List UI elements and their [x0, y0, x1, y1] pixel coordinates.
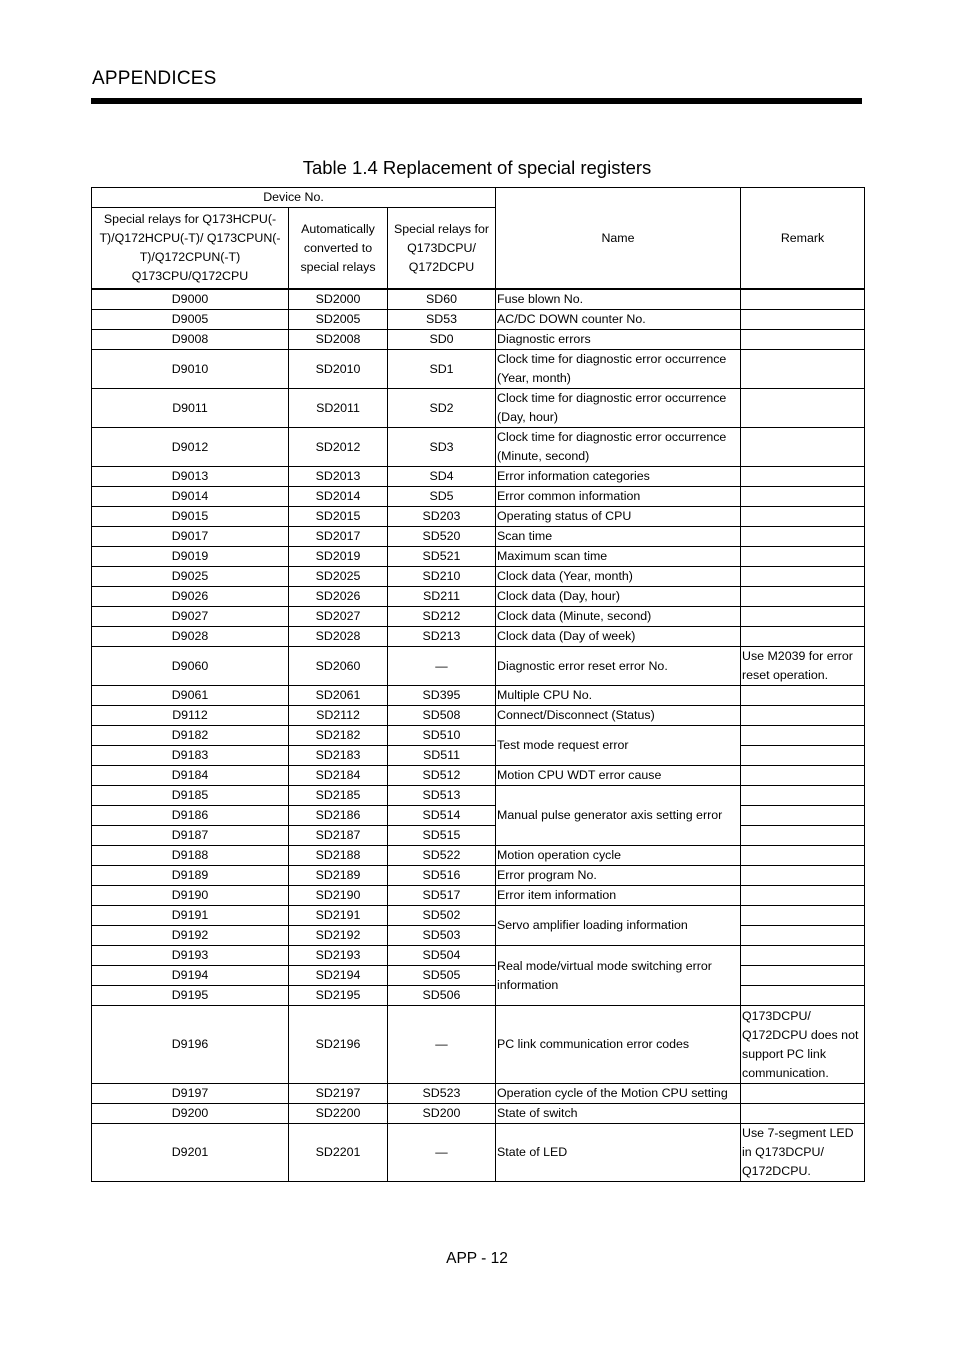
cell-old: D9011 — [92, 389, 289, 428]
cell-new: SD517 — [388, 886, 496, 906]
table-row — [92, 786, 865, 806]
cell-old: D9187 — [92, 826, 289, 846]
cell-remark — [741, 428, 865, 467]
cell-name: Connect/Disconnect (Status) — [496, 706, 741, 726]
cell-name: Maximum scan time — [496, 547, 741, 567]
cell-old: D9008 — [92, 330, 289, 350]
cell-old: D9191 — [92, 906, 289, 926]
cell-remark — [741, 350, 865, 389]
cell-conv: SD2182 — [289, 726, 388, 746]
cell-new: SD211 — [388, 587, 496, 607]
header-remark: Remark — [741, 188, 865, 290]
cell-new: SD515 — [388, 826, 496, 846]
cell-old: D9017 — [92, 527, 289, 547]
cell-conv: SD2191 — [289, 906, 388, 926]
cell-new: SD506 — [388, 986, 496, 1006]
cell-new: SD5 — [388, 487, 496, 507]
cell-name: Error information categories — [496, 467, 741, 487]
cell-name: Test mode request error — [496, 726, 741, 766]
table-row — [92, 886, 865, 906]
cell-conv: SD2187 — [289, 826, 388, 846]
cell-new: SD3 — [388, 428, 496, 467]
table-row — [92, 587, 865, 607]
table-row — [92, 706, 865, 726]
cell-name: Error item information — [496, 886, 741, 906]
cell-conv: SD2061 — [289, 686, 388, 706]
cell-remark — [741, 786, 865, 806]
cell-old: D9185 — [92, 786, 289, 806]
cell-remark — [741, 966, 865, 986]
cell-remark — [741, 686, 865, 706]
cell-old: D9019 — [92, 547, 289, 567]
cell-old: D9183 — [92, 746, 289, 766]
table-row — [92, 607, 865, 627]
table-row — [92, 1104, 865, 1124]
cell-name: Motion CPU WDT error cause — [496, 766, 741, 786]
cell-old: D9195 — [92, 986, 289, 1006]
cell-conv: SD2025 — [289, 567, 388, 587]
cell-conv: SD2184 — [289, 766, 388, 786]
cell-remark — [741, 766, 865, 786]
cell-name: Motion operation cycle — [496, 846, 741, 866]
section-title: APPENDICES — [92, 68, 217, 89]
table-row — [92, 746, 865, 766]
table-row — [92, 627, 865, 647]
table-row — [92, 1006, 865, 1084]
cell-name: AC/DC DOWN counter No. — [496, 310, 741, 330]
table-row — [92, 826, 865, 846]
cell-name: Manual pulse generator axis setting error — [496, 786, 741, 846]
cell-new: SD4 — [388, 467, 496, 487]
cell-name: Multiple CPU No. — [496, 686, 741, 706]
cell-old: D9028 — [92, 627, 289, 647]
cell-new: SD511 — [388, 746, 496, 766]
cell-remark — [741, 946, 865, 966]
cell-old: D9182 — [92, 726, 289, 746]
table-row — [92, 726, 865, 746]
cell-remark — [741, 1104, 865, 1124]
table-row — [92, 806, 865, 826]
table-header-row — [92, 188, 865, 208]
cell-conv: SD2201 — [289, 1124, 388, 1182]
cell-new: SD521 — [388, 547, 496, 567]
cell-remark — [741, 389, 865, 428]
table-row — [92, 547, 865, 567]
cell-remark — [741, 310, 865, 330]
cell-new: SD505 — [388, 966, 496, 986]
cell-remark — [741, 527, 865, 547]
cell-new: SD203 — [388, 507, 496, 527]
cell-old: D9189 — [92, 866, 289, 886]
table-row — [92, 330, 865, 350]
cell-old: D9112 — [92, 706, 289, 726]
cell-new: SD53 — [388, 310, 496, 330]
cell-name: Clock data (Minute, second) — [496, 607, 741, 627]
table-row — [92, 389, 865, 428]
cell-conv: SD2026 — [289, 587, 388, 607]
cell-name: Operating status of CPU — [496, 507, 741, 527]
cell-remark — [741, 846, 865, 866]
cell-new: SD213 — [388, 627, 496, 647]
cell-remark — [741, 467, 865, 487]
cell-conv: SD2185 — [289, 786, 388, 806]
cell-name: Clock data (Day, hour) — [496, 587, 741, 607]
table-row — [92, 527, 865, 547]
cell-new: — — [388, 647, 496, 686]
cell-new: SD502 — [388, 906, 496, 926]
cell-new: SD210 — [388, 567, 496, 587]
cell-name: State of switch — [496, 1104, 741, 1124]
cell-old: D9184 — [92, 766, 289, 786]
table-row — [92, 686, 865, 706]
table-row — [92, 567, 865, 587]
cell-old: D9015 — [92, 507, 289, 527]
cell-name: Clock time for diagnostic error occurrence (Minute, second) — [496, 428, 741, 467]
table-row — [92, 1084, 865, 1104]
cell-new: SD514 — [388, 806, 496, 826]
cell-new: SD2 — [388, 389, 496, 428]
cell-name: PC link communication error codes — [496, 1006, 741, 1084]
cell-remark — [741, 746, 865, 766]
cell-old: D9194 — [92, 966, 289, 986]
table-row — [92, 846, 865, 866]
table-row — [92, 906, 865, 926]
cell-name: Error common information — [496, 487, 741, 507]
cell-conv: SD2008 — [289, 330, 388, 350]
cell-new: SD522 — [388, 846, 496, 866]
cell-remark — [741, 986, 865, 1006]
cell-new: SD0 — [388, 330, 496, 350]
cell-old: D9061 — [92, 686, 289, 706]
cell-remark — [741, 567, 865, 587]
cell-remark — [741, 627, 865, 647]
cell-remark — [741, 866, 865, 886]
header-rule — [91, 98, 862, 104]
page-number: APP - 12 — [446, 1250, 508, 1267]
header-auto-converted: Automatically converted to special relays — [289, 208, 388, 290]
cell-remark: Use 7-segment LED in Q173DCPU/ Q172DCPU. — [741, 1124, 865, 1182]
cell-conv: SD2183 — [289, 746, 388, 766]
header-relays-new: Special relays for Q173DCPU/ Q172DCPU — [388, 208, 496, 290]
cell-old: D9026 — [92, 587, 289, 607]
cell-conv: SD2005 — [289, 310, 388, 330]
table-caption: Table 1.4 Replacement of special registers — [302, 157, 652, 178]
cell-conv: SD2060 — [289, 647, 388, 686]
cell-conv: SD2028 — [289, 627, 388, 647]
cell-remark — [741, 806, 865, 826]
table-row — [92, 866, 865, 886]
cell-conv: SD2193 — [289, 946, 388, 966]
cell-conv: SD2000 — [289, 289, 388, 310]
cell-old: D9013 — [92, 467, 289, 487]
cell-old: D9027 — [92, 607, 289, 627]
cell-remark — [741, 547, 865, 567]
cell-old: D9200 — [92, 1104, 289, 1124]
table-row — [92, 467, 865, 487]
cell-remark — [741, 587, 865, 607]
cell-remark — [741, 330, 865, 350]
table-row — [92, 350, 865, 389]
cell-remark: Use M2039 for error reset operation. — [741, 647, 865, 686]
cell-name: Operation cycle of the Motion CPU setting — [496, 1084, 741, 1104]
cell-new: — — [388, 1124, 496, 1182]
table-row — [92, 1124, 865, 1182]
cell-old: D9010 — [92, 350, 289, 389]
cell-conv: SD2194 — [289, 966, 388, 986]
header-device-no: Device No. — [92, 188, 496, 208]
cell-conv: SD2010 — [289, 350, 388, 389]
cell-conv: SD2012 — [289, 428, 388, 467]
cell-old: D9201 — [92, 1124, 289, 1182]
cell-conv: SD2112 — [289, 706, 388, 726]
cell-name: Clock time for diagnostic error occurrence (Year, month) — [496, 350, 741, 389]
register-table-wrapper — [91, 187, 865, 1182]
cell-conv: SD2188 — [289, 846, 388, 866]
cell-old: D9190 — [92, 886, 289, 906]
cell-old: D9000 — [92, 289, 289, 310]
cell-new: SD516 — [388, 866, 496, 886]
cell-name: Diagnostic error reset error No. — [496, 647, 741, 686]
cell-remark — [741, 507, 865, 527]
cell-conv: SD2027 — [289, 607, 388, 627]
cell-old: D9197 — [92, 1084, 289, 1104]
table-row — [92, 926, 865, 946]
cell-conv: SD2196 — [289, 1006, 388, 1084]
cell-old: D9014 — [92, 487, 289, 507]
cell-old: D9005 — [92, 310, 289, 330]
cell-new: SD523 — [388, 1084, 496, 1104]
table-row — [92, 428, 865, 467]
cell-conv: SD2192 — [289, 926, 388, 946]
cell-name: State of LED — [496, 1124, 741, 1182]
cell-new: — — [388, 1006, 496, 1084]
table-row — [92, 966, 865, 986]
cell-name: Diagnostic errors — [496, 330, 741, 350]
cell-old: D9188 — [92, 846, 289, 866]
cell-conv: SD2190 — [289, 886, 388, 906]
cell-old: D9196 — [92, 1006, 289, 1084]
cell-remark — [741, 289, 865, 310]
table-row — [92, 507, 865, 527]
table-row — [92, 946, 865, 966]
cell-old: D9186 — [92, 806, 289, 826]
cell-remark — [741, 826, 865, 846]
cell-name: Clock time for diagnostic error occurrence (Day, hour) — [496, 389, 741, 428]
cell-new: SD513 — [388, 786, 496, 806]
header-name: Name — [496, 188, 741, 290]
cell-new: SD1 — [388, 350, 496, 389]
cell-new: SD395 — [388, 686, 496, 706]
cell-new: SD508 — [388, 706, 496, 726]
cell-name: Real mode/virtual mode switching error information — [496, 946, 741, 1006]
cell-conv: SD2019 — [289, 547, 388, 567]
cell-conv: SD2186 — [289, 806, 388, 826]
cell-remark — [741, 926, 865, 946]
table-row — [92, 310, 865, 330]
cell-new: SD520 — [388, 527, 496, 547]
cell-new: SD510 — [388, 726, 496, 746]
cell-name: Fuse blown No. — [496, 289, 741, 310]
cell-remark — [741, 726, 865, 746]
cell-remark: Q173DCPU/ Q172DCPU does not support PC link communication. — [741, 1006, 865, 1084]
cell-old: D9193 — [92, 946, 289, 966]
cell-old: D9025 — [92, 567, 289, 587]
table-row — [92, 289, 865, 310]
table-row — [92, 986, 865, 1006]
cell-remark — [741, 607, 865, 627]
cell-name: Clock data (Year, month) — [496, 567, 741, 587]
cell-new: SD512 — [388, 766, 496, 786]
cell-conv: SD2017 — [289, 527, 388, 547]
table-row — [92, 647, 865, 686]
cell-new: SD503 — [388, 926, 496, 946]
cell-name: Scan time — [496, 527, 741, 547]
table-row — [92, 487, 865, 507]
cell-new: SD60 — [388, 289, 496, 310]
cell-new: SD504 — [388, 946, 496, 966]
cell-conv: SD2197 — [289, 1084, 388, 1104]
cell-conv: SD2189 — [289, 866, 388, 886]
cell-remark — [741, 906, 865, 926]
cell-name: Clock data (Day of week) — [496, 627, 741, 647]
cell-remark — [741, 706, 865, 726]
cell-name: Error program No. — [496, 866, 741, 886]
cell-remark — [741, 886, 865, 906]
cell-conv: SD2011 — [289, 389, 388, 428]
cell-new: SD212 — [388, 607, 496, 627]
cell-name: Servo amplifier loading information — [496, 906, 741, 946]
cell-old: D9012 — [92, 428, 289, 467]
cell-old: D9060 — [92, 647, 289, 686]
cell-old: D9192 — [92, 926, 289, 946]
cell-remark — [741, 1084, 865, 1104]
cell-conv: SD2014 — [289, 487, 388, 507]
cell-new: SD200 — [388, 1104, 496, 1124]
cell-conv: SD2015 — [289, 507, 388, 527]
cell-remark — [741, 487, 865, 507]
register-table — [91, 187, 865, 1182]
header-relays-old: Special relays for Q173HCPU(-T)/Q172HCPU(-T)/ Q173CPUN(-T)/Q172CPUN(-T) Q173CPU/Q172CPU — [92, 208, 289, 290]
cell-conv: SD2200 — [289, 1104, 388, 1124]
cell-conv: SD2013 — [289, 467, 388, 487]
cell-conv: SD2195 — [289, 986, 388, 1006]
table-row — [92, 766, 865, 786]
